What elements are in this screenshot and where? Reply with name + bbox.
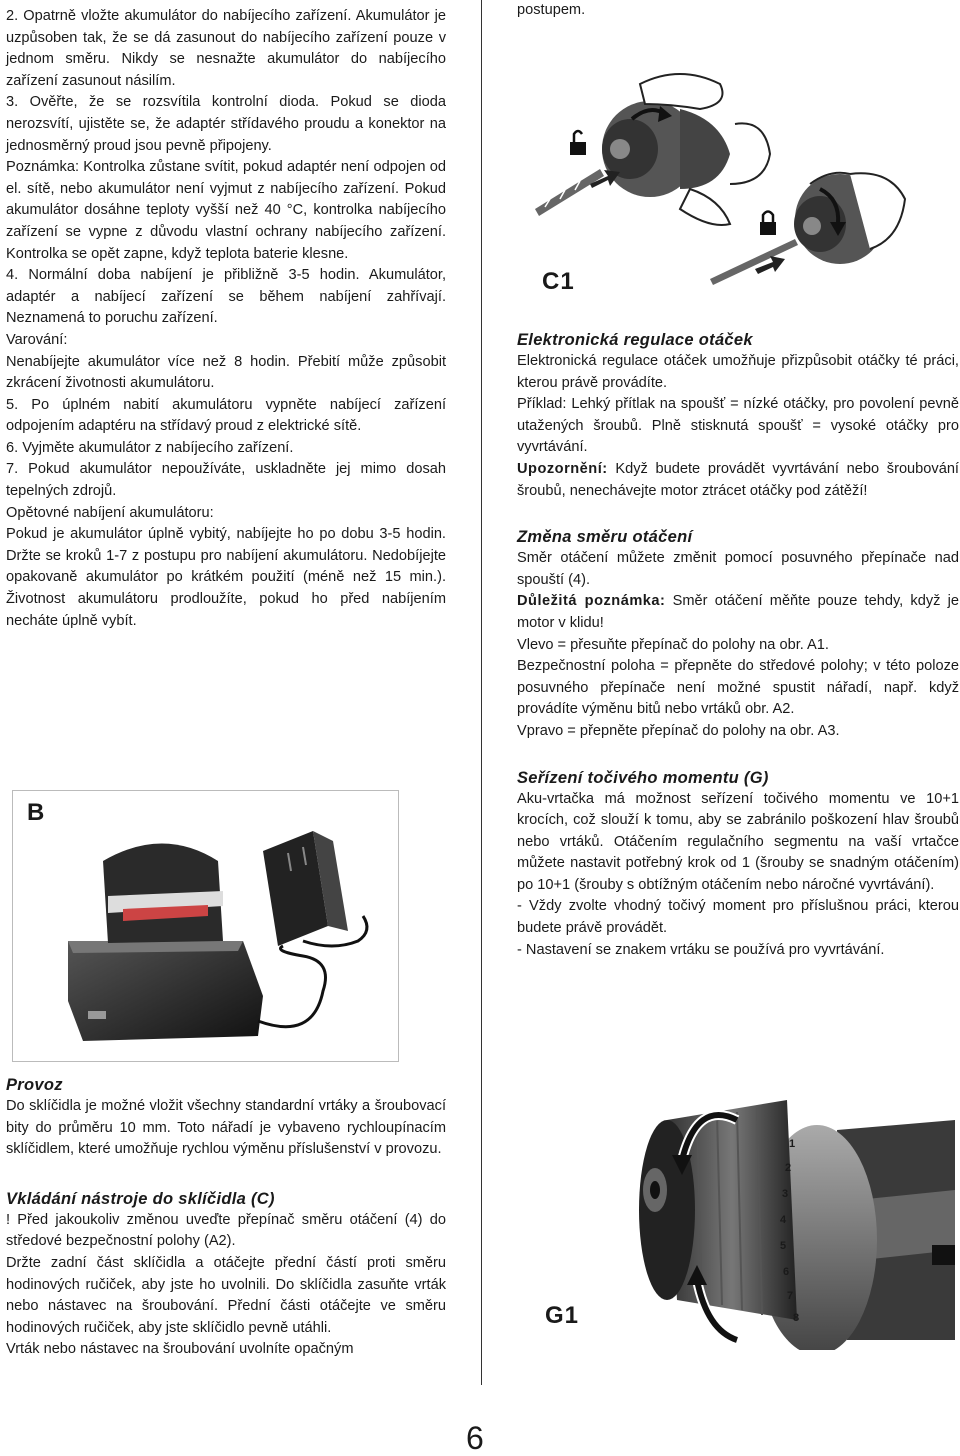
chuck-illustration (520, 24, 930, 314)
important-text: Směr otáčení měňte pouze tehdy, když je motor v klidu! (517, 593, 960, 631)
dial-number: 7 (787, 1290, 794, 1302)
dial-number: 4 (780, 1214, 787, 1226)
dial-number: 5 (780, 1240, 787, 1252)
paragraph: Vlevo = přesuňte přepínač do polohy na obr. A1. (517, 636, 829, 653)
unlock-icon (570, 131, 586, 155)
section-heading: Elektronická regulace otáček (517, 331, 753, 349)
paragraph: Nenabíjejte akumulátor více než 8 hodin. Přebití může způsobit zkrácení životnosti akumulátoru. (6, 353, 446, 392)
drill-bit-icon (535, 169, 604, 216)
paragraph: Vpravo = přepněte přepínač do polohy na obr. A3. (517, 722, 840, 739)
dial-number: 8 (793, 1312, 800, 1324)
paragraph: 6. Vyjměte akumulátor z nabíjecího zařízení. (6, 439, 294, 456)
important-label: Důležitá poznámka: (517, 593, 666, 610)
paragraph (517, 459, 959, 502)
paragraph (517, 591, 959, 634)
figure-b (12, 790, 399, 1062)
paragraph: Vrták nebo nástavec na šroubování uvolníte opačným (6, 1341, 354, 1358)
figure-label: C1 (542, 268, 575, 295)
paragraph: Poznámka: Kontrolka zůstane svítit, pokud adaptér není odpojen od el. sítě, nebo akumulátor není vyjmut z nabíjecího zařízení. Pokud akumulátor dosáhne teploty vyšší než 40 °C, kontrolka nabíjecího zařízení se vypne z důvodu vlastní ochrany nabíjecího zařízení. Kontrolka se opět zapne, když teplota baterie klesne. (6, 159, 446, 262)
paragraph: postupem. (517, 2, 586, 18)
paragraph: Příklad: Lehký přítlak na spoušť = nízké otáčky, pro povolení pevně utažených šroubů. Plně stisknutá spoušť = vysoké otáčky pro vyvrtávání. (517, 396, 959, 456)
section-heading: Vkládání nástroje do sklíčidla (C) (6, 1189, 275, 1208)
paragraph: 4. Normální doba nabíjení je přibližně 3-5 hodin. Akumulátor, adaptér a nabíjecí zařízení se během nabíjení zahřívají. Neznamená to poruchu zařízení. (6, 267, 446, 327)
page-number: 6 (466, 1420, 484, 1456)
paragraph: 2. Opatrně vložte akumulátor do nabíjecího zařízení. Akumulátor je uzpůsoben tak, že se dá zasunout do nabíjecího zařízení pouze v jednom směru. Nikdy se nesnažte akumulátor do nabíjecího zařízení zasunout násilím. (6, 8, 446, 89)
drill-torque-illustration (527, 1090, 955, 1350)
paragraph: Elektronická regulace otáček umožňuje přizpůsobit otáčky té práci, kterou právě provádíte. (517, 353, 959, 391)
paragraph: - Vždy zvolte vhodný točivý moment pro příslušnou práci, kterou budete právě provádět. (517, 898, 959, 937)
paragraph: Aku-vrtačka má možnost seřízení točivého momentu ve 10+1 krocích, což slouží k tomu, aby se zabránilo poškození hlav šroubů nebo vrtáků. Otáčením regulačního segmentu na vaší vrtačce můžete nastavit potřebný krok od 1 (šrouby se snadným otáčením) po 10+1 (šrouby s obtížným otáčením nebo náročné vyvrtávání). (517, 790, 959, 893)
provoz-section (6, 1074, 446, 1361)
figure-label: G1 (545, 1302, 580, 1329)
dial-number: 6 (783, 1266, 790, 1278)
warning-label: Upozornění: (517, 460, 608, 477)
section-heading: Změna směru otáčení (517, 528, 693, 547)
paragraph: Varování: (6, 331, 68, 348)
paragraph: Opětovné nabíjení akumulátoru: (6, 504, 214, 521)
paragraph: 5. Po úplném nabití akumulátoru vypněte nabíjecí zařízení odpojením adaptéru na střídavý proud z elektrické sítě. (6, 396, 446, 435)
paragraph: 7. Pokud akumulátor nepoužíváte, uskladněte jej mimo dosah tepelných zdrojů. (6, 461, 446, 500)
figure-label: B (27, 799, 46, 826)
paragraph: 3. Ověřte, že se rozsvítila kontrolní dioda. Pokud se dioda nerozsvítí, ujistěte se, že adaptér střídavého proudu a konektor na jednosměrný proud jsou pevně připojeny. (6, 94, 446, 154)
paragraph: Držte zadní část sklíčidla a otáčejte přední částí proti směru hodinových ručiček, aby jste ho uvolnili. Do sklíčidla zasuňte vrták nebo nástavec na šroubování. Přední části otáčejte ve směru hodinových ručiček, aby jste sklíčidlo pevně utáhli. (6, 1254, 446, 1336)
paragraph: ! Před jakoukoliv změnou uveďte přepínač směru otáčení (4) do středové bezpečnostní polohy (A2). (6, 1211, 446, 1250)
paragraph: Pokud je akumulátor úplně vybitý, nabíjejte ho po dobu 3-5 hodin. Držte se kroků 1-7 z postupu pro nabíjení akumulátoru. Nedobíjejte opakovaně akumulátor po krátkém použití (méně než 15 min.). Životnost akumulátoru prodloužíte, pokud ho před nabíjením necháte úplně vybít. (6, 526, 446, 629)
figure-g1 (527, 1090, 955, 1350)
figure-c1 (520, 24, 930, 314)
paragraph: - Nastavení se znakem vrtáku se používá pro vyvrtávání. (517, 941, 885, 958)
dial-number: 3 (782, 1188, 789, 1200)
section-heading: Provoz (6, 1076, 63, 1094)
paragraph: Do sklíčidla je možné vložit všechny standardní vrtáky a šroubovací bity do průměru 10 mm. Toto nářadí je vybaveno rychloupínacím sklíčidlem, které umožňuje rychlou výměnu příslušenství v provozu. (6, 1098, 446, 1158)
lock-icon (760, 212, 776, 236)
dial-number: 2 (785, 1162, 792, 1174)
dial-number: 1 (789, 1138, 796, 1150)
column-divider (481, 0, 482, 1385)
right-column (517, 0, 959, 22)
paragraph: Bezpečnostní poloha = přepněte do středové polohy; v této poloze posuvného přepínače není možné spustit nářadí, např. když provádíte výměnu bitů nebo vrtáků obr. A2. (517, 658, 959, 718)
left-column (6, 0, 446, 632)
charger-illustration (13, 791, 398, 1061)
warning-text: Když budete provádět vyvrtávání nebo šroubování šroubů, nenechávejte motor ztrácet otáčky pod zátěží! (517, 460, 959, 499)
section-heading: Seřízení točivého momentu (G) (517, 768, 769, 787)
paragraph: Směr otáčení můžete změnit pomocí posuvného přepínače nad spouští (4). (517, 550, 959, 588)
right-sections (517, 329, 959, 961)
